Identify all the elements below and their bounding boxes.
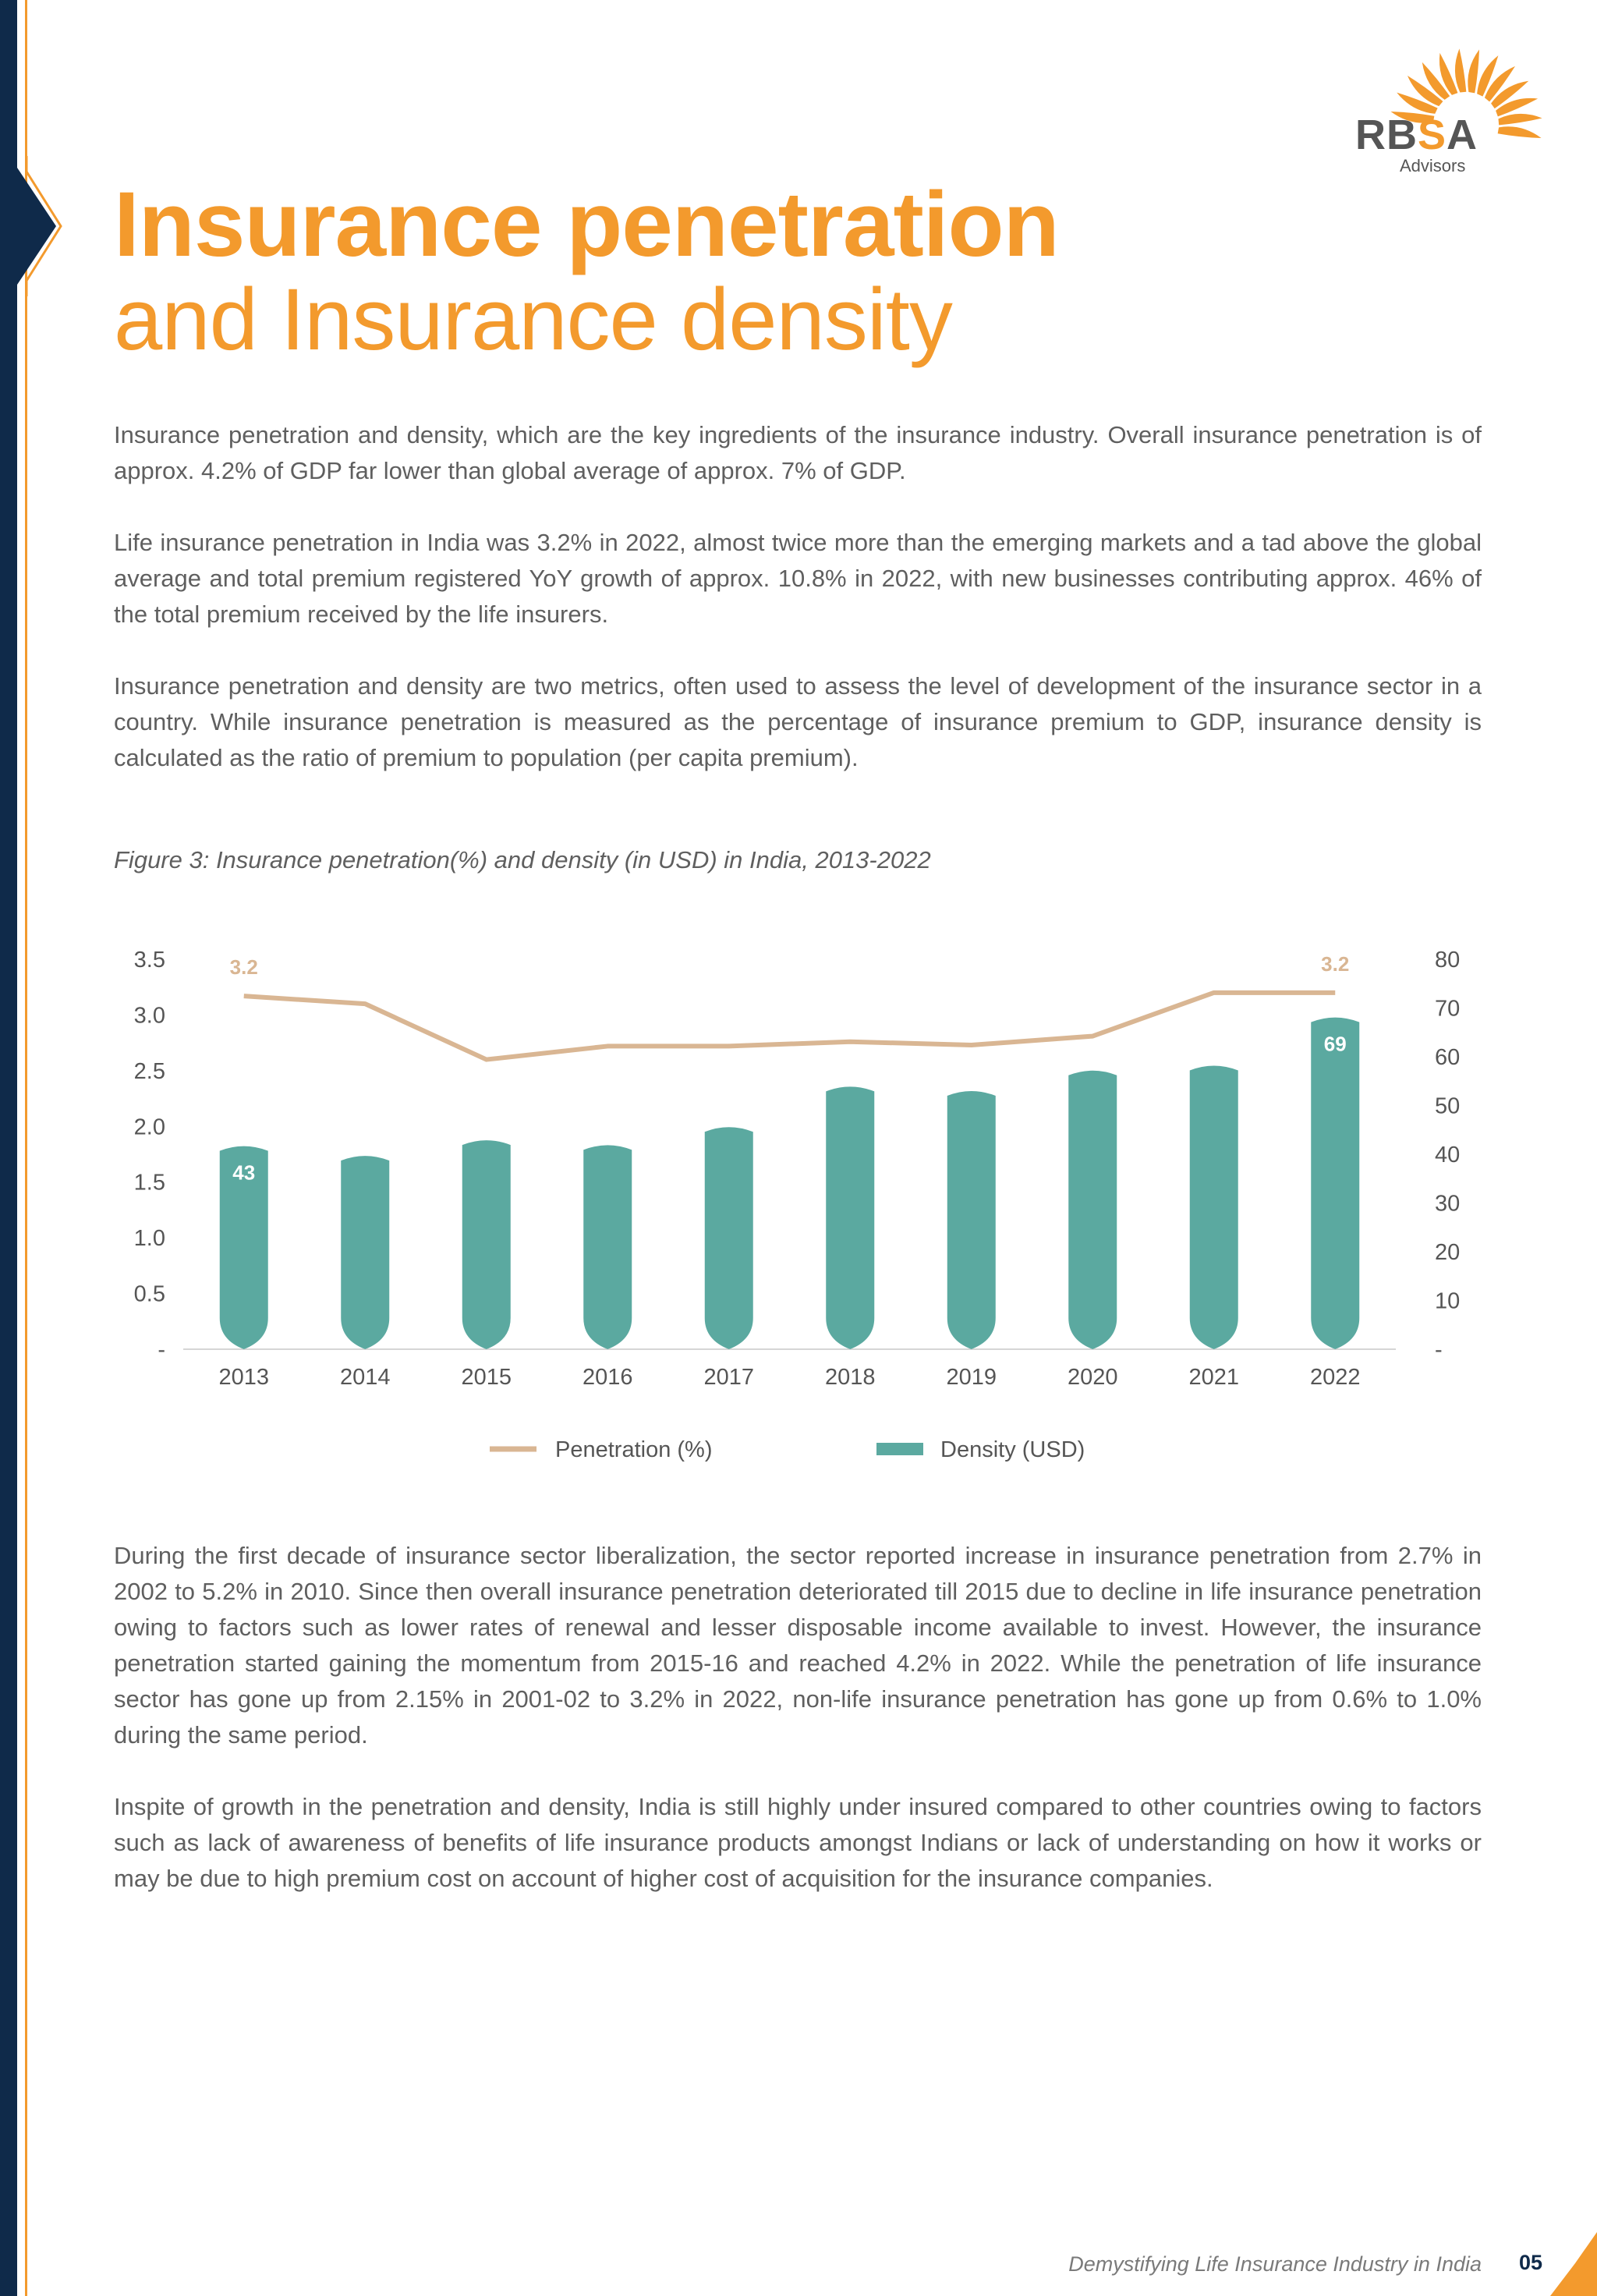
- x-tick-label: 2021: [1188, 1365, 1240, 1390]
- legend-density-label: Density (USD): [940, 1437, 1085, 1462]
- x-tick-label: 2018: [824, 1365, 876, 1390]
- left-navy-bar: [0, 0, 17, 2296]
- paragraph-1: Insurance penetration and density, which are the key ingredients of the insurance industry. Overall insurance penetration is of approx. 4.2% of GDP far lower than global average of approx. 7% of GDP.: [114, 421, 1482, 484]
- legend-penetration-label: Penetration (%): [555, 1437, 713, 1462]
- density-bar: [826, 1086, 874, 1349]
- density-bar: [462, 1140, 511, 1349]
- figure-caption: Figure 3: Insurance penetration(%) and density (in USD) in India, 2013-2022: [114, 846, 931, 873]
- penetration-line: [244, 993, 1336, 1060]
- penetration-density-chart: [109, 936, 1482, 1482]
- paragraph-4: During the first decade of insurance sector liberalization, the sector reported increase in insurance penetration from 2.7% in 2002 to 5.2% in 2010. Since then overall insurance penetration deteriorated till 2015 due to decline in life insurance penetration owing to factors such as lower rates of renewal and lesser disposable income available to invest. However, the insurance penetration started gaining the momentum from 2015-16 and reached 4.2% in 2022. While the penetration of life insurance sector has gone up from 2.15% in 2001-02 to 3.2% in 2022, non-life insurance penetration has gone up from 0.6% to 1.0% during the same period.: [114, 1542, 1482, 1749]
- density-bar: [947, 1091, 996, 1349]
- density-bar: [705, 1127, 753, 1349]
- penetration-data-label: 3.2: [229, 955, 258, 980]
- density-bar: [341, 1156, 389, 1349]
- x-tick-label: 2022: [1309, 1365, 1361, 1390]
- x-tick-label: 2019: [946, 1365, 997, 1390]
- paragraph-3: Insurance penetration and density are two metrics, often used to assess the level of development of the insurance sector in a country. While insurance penetration is measured as the percentage of insurance premium to GDP, insurance density is calculated as the ratio of premium to population (per capita premium).: [114, 672, 1482, 771]
- paragraph-5: Inspite of growth in the penetration and density, India is still highly under insured compared to other countries owing to factors such as lack of awareness of benefits of life insurance products amongst Indians or lack of understanding on how it works or may be due to high premium cost on account of higher cost of acquisition for the insurance companies.: [114, 1793, 1482, 1892]
- y-right-tick-label: 10: [1435, 1288, 1461, 1314]
- page-number: 05: [1519, 2251, 1543, 2274]
- x-tick-label: 2015: [461, 1365, 512, 1390]
- y-left-tick-label: -: [158, 1338, 165, 1362]
- brand-logo: RBSA: [1355, 112, 1478, 158]
- chevron-right-icon: [0, 156, 62, 296]
- y-left-tick-label: 1.0: [133, 1226, 165, 1252]
- y-right-tick-label: 30: [1435, 1191, 1461, 1217]
- x-tick-label: 2020: [1067, 1365, 1118, 1390]
- density-data-label: 69: [1323, 1032, 1347, 1056]
- y-left-tick-label: 0.5: [133, 1281, 165, 1307]
- x-tick-label: 2017: [703, 1365, 755, 1390]
- sun-ray: [1498, 124, 1542, 141]
- y-left-tick-label: 3.0: [133, 1003, 165, 1029]
- footer-title: Demystifying Life Insurance Industry in India: [1068, 2252, 1482, 2276]
- corner-triangle-icon: [1550, 2232, 1597, 2296]
- y-right-tick-label: 80: [1435, 948, 1461, 973]
- density-bar: [1068, 1071, 1117, 1349]
- x-tick-label: 2014: [339, 1365, 391, 1390]
- y-left-tick-label: 2.0: [133, 1114, 165, 1140]
- brand-logo-subtitle: Advisors: [1400, 156, 1466, 175]
- x-tick-label: 2016: [582, 1365, 633, 1390]
- y-right-tick-label: 70: [1435, 996, 1461, 1022]
- density-bar: [583, 1145, 632, 1349]
- x-tick-label: 2013: [218, 1365, 270, 1390]
- y-right-tick-label: 40: [1435, 1143, 1461, 1167]
- density-bar: [1190, 1066, 1238, 1350]
- y-left-tick-label: 3.5: [133, 948, 165, 973]
- page-title-line-1: Insurance penetration: [114, 173, 1059, 276]
- legend-density-swatch: [876, 1443, 923, 1455]
- density-data-label: 43: [232, 1160, 256, 1185]
- y-left-tick-label: 2.5: [133, 1058, 165, 1084]
- y-right-tick-label: 20: [1435, 1240, 1461, 1265]
- y-left-tick-label: 1.5: [133, 1170, 165, 1196]
- penetration-data-label: 3.2: [1321, 951, 1350, 976]
- page-title-line-2: and Insurance density: [114, 271, 952, 368]
- left-orange-rule: [25, 0, 27, 2296]
- y-right-tick-label: -: [1435, 1338, 1443, 1362]
- y-right-tick-label: 50: [1435, 1093, 1461, 1119]
- paragraph-2: Life insurance penetration in India was 3.2% in 2022, almost twice more than the emerging markets and a tad above the global average and total premium registered YoY growth of approx. 10.8% in 2022, with new businesses contributing approx. 46% of the total premium received by the life insurers.: [114, 529, 1482, 628]
- y-right-tick-label: 60: [1435, 1045, 1461, 1070]
- density-bar: [1311, 1018, 1359, 1349]
